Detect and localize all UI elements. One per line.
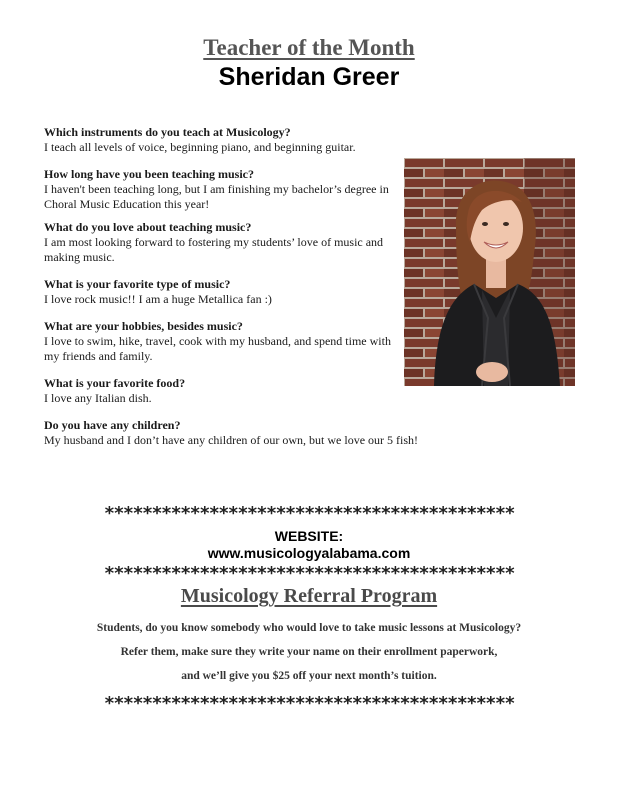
teacher-name: Sheridan Greer — [218, 63, 400, 91]
referral-text: Students, do you know somebody who would love to take music lessons at Musicology? — [96, 622, 522, 634]
qa-item — [44, 277, 398, 307]
answer: My husband and I don’t have any children of our own, but we love our 5 fish! — [44, 433, 419, 447]
referral-text: and we’ll give you $25 off your next month’s tuition. — [181, 670, 437, 682]
website-label: WEBSITE: — [274, 528, 344, 544]
qa-item — [44, 319, 398, 364]
referral-title: Musicology Referral Program — [180, 585, 438, 607]
page-title: Teacher of the Month — [203, 35, 415, 60]
question: Which instruments do you teach at Musicology? — [44, 125, 291, 139]
star-divider: ******************************************* — [103, 693, 515, 714]
question: Do you have any children? — [44, 418, 181, 432]
qa-item — [44, 376, 398, 406]
answer: I teach all levels of voice, beginning piano, and beginning guitar. — [44, 140, 356, 154]
question: What is your favorite type of music? — [44, 277, 231, 291]
question: What is your favorite food? — [44, 376, 186, 390]
qa-item — [44, 167, 398, 212]
website-link[interactable]: www.musicologyalabama.com — [207, 545, 411, 561]
qa-item — [44, 220, 398, 265]
answer: I haven't been teaching long, but I am finishing my bachelor’s degree in Choral Music Education this year! — [44, 182, 389, 211]
question: How long have you been teaching music? — [44, 167, 255, 181]
answer: I am most looking forward to fostering my students’ love of music and making music. — [44, 235, 384, 264]
star-divider: ******************************************* — [103, 563, 515, 584]
question: What are your hobbies, besides music? — [44, 319, 243, 333]
qa-item — [44, 125, 398, 155]
teacher-photo — [404, 158, 575, 386]
question: What do you love about teaching music? — [44, 220, 252, 234]
answer: I love to swim, hike, travel, cook with my husband, and spend time with my friends and family. — [44, 334, 391, 363]
star-divider: ******************************************* — [103, 503, 515, 524]
referral-text: Refer them, make sure they write your name on their enrollment paperwork, — [120, 646, 498, 658]
answer: I love rock music!! I am a huge Metallica fan :) — [44, 292, 272, 306]
answer: I love any Italian dish. — [44, 391, 152, 405]
qa-item — [44, 418, 604, 448]
